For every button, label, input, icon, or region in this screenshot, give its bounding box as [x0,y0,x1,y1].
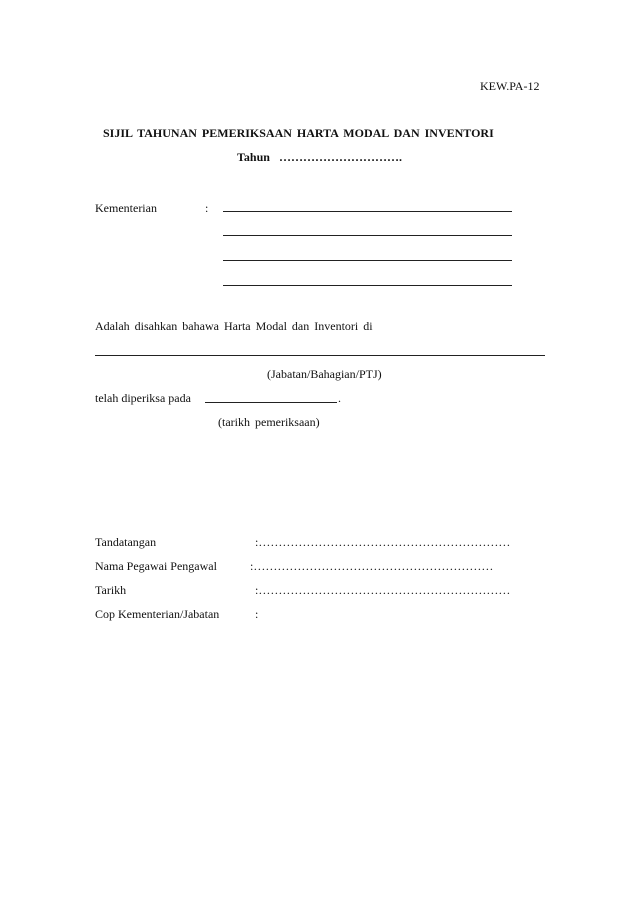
form-title: SIJIL TAHUNAN PEMERIKSAAN HARTA MODAL DAN INVENTORI [103,126,494,140]
inspected-label: telah diperiksa pada [95,391,191,405]
department-caption: (Jabatan/Bahagian/PTJ) [267,367,382,381]
ministry-label: Kementerian [95,201,157,215]
year-dots: …………………………. [278,150,402,164]
department-line[interactable] [95,355,545,356]
signature-label: Tandatangan [95,535,157,549]
ministry-line-3[interactable] [223,260,512,261]
signature-field[interactable]: :……………………………………………………… [255,535,511,549]
ministry-line-1[interactable] [223,211,512,212]
ministry-colon: : [205,201,209,215]
year-line [237,150,402,165]
officer-name-label: Nama Pegawai Pengawal [95,559,217,573]
date-caption: (tarikh pemeriksaan) [218,415,320,429]
year-label: Tahun [237,150,270,164]
ministry-line-4[interactable] [223,285,512,286]
date-label: Tarikh [95,583,127,597]
stamp-field[interactable]: : [255,607,259,621]
ministry-line-2[interactable] [223,235,512,236]
stamp-label: Cop Kementerian/Jabatan [95,607,220,621]
officer-name-field[interactable]: :…………………………………………………… [250,559,494,573]
inspected-end: . [338,391,341,405]
date-field[interactable]: :……………………………………………………… [255,583,511,597]
inspection-date-line[interactable] [205,402,337,403]
statement-text: Adalah disahkan bahawa Harta Modal dan Inventori di [95,319,373,333]
form-code: KEW.PA-12 [480,79,540,93]
